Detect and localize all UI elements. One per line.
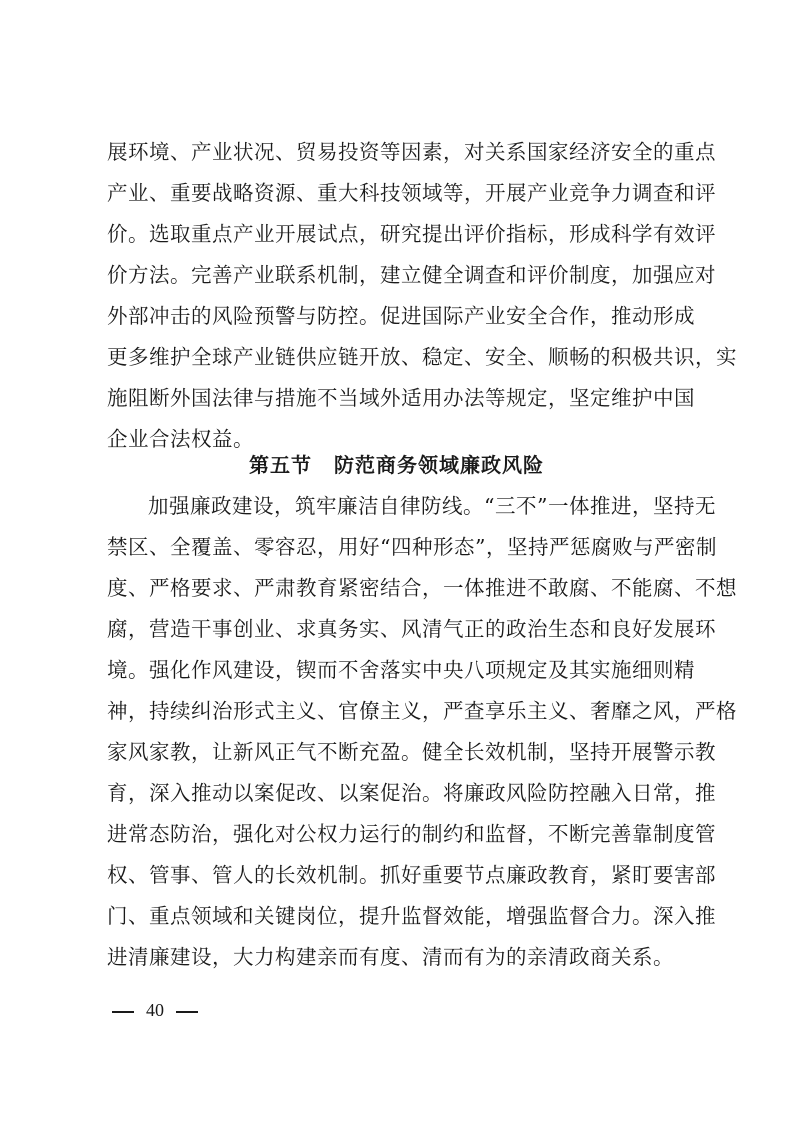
text-line: 禁区、全覆盖、零容忍，用好“四种形态”，坚持严惩腐败与严密制	[107, 535, 717, 559]
text-line: 更多维护全球产业链供应链开放、稳定、安全、顺畅的积极共识，实	[107, 345, 737, 369]
text-line: 度、严格要求、严肃教育紧密结合，一体推进不敢腐、不能腐、不想	[107, 576, 737, 600]
page-footer	[112, 996, 198, 1024]
section-number: 第五节	[249, 453, 312, 477]
text-line: 进常态防治，强化对公权力运行的制约和监督，不断完善靠制度管	[107, 822, 716, 846]
text-line: 外部冲击的风险预警与防控。促进国际产业安全合作，推动形成	[107, 304, 695, 328]
text-line: 价。选取重点产业开展试点，研究提出评价指标，形成科学有效评	[107, 222, 716, 246]
text-line: 产业、重要战略资源、重大科技领域等，开展产业竞争力调查和评	[107, 181, 716, 205]
footer-dash-right	[176, 1011, 198, 1013]
text-line: 神，持续纠治形式主义、官僚主义，严查享乐主义、奢靡之风，严格	[107, 699, 737, 723]
text-line: 家风家教，让新风正气不断充盈。健全长效机制，坚持开展警示教	[107, 740, 716, 764]
footer-dash-left	[112, 1011, 134, 1013]
text-line: 施阻断外国法律与措施不当域外适用办法等规定，坚定维护中国	[107, 386, 695, 410]
text-line: 进清廉建设，大力构建亲而有度、清而有为的亲清政商关系。	[107, 945, 674, 969]
text-line: 权、管事、管人的长效机制。抓好重要节点廉政教育，紧盯要害部	[107, 863, 716, 887]
text-line: 门、重点领域和关键岗位，提升监督效能，增强监督合力。深入推	[107, 904, 716, 928]
text-line: 价方法。完善产业联系机制，建立健全调查和评价制度，加强应对	[107, 263, 716, 287]
text-line: 展环境、产业状况、贸易投资等因素，对关系国家经济安全的重点	[107, 140, 716, 164]
text-line: 加强廉政建设，筑牢廉洁自律防线。“三不”一体推进，坚持无	[148, 494, 716, 518]
text-line: 腐，营造干事创业、求真务实、风清气正的政治生态和良好发展环	[107, 617, 716, 641]
page-number: 40	[146, 1000, 164, 1020]
text-line: 育，深入推动以案促改、以案促治。将廉政风险防控融入日常，推	[107, 781, 716, 805]
section-title: 防范商务领域廉政风险	[334, 453, 544, 477]
text-line: 境。强化作风建设，锲而不舍落实中央八项规定及其实施细则精	[107, 658, 695, 682]
text-line: 企业合法权益。	[107, 427, 254, 451]
section-heading	[0, 449, 793, 481]
